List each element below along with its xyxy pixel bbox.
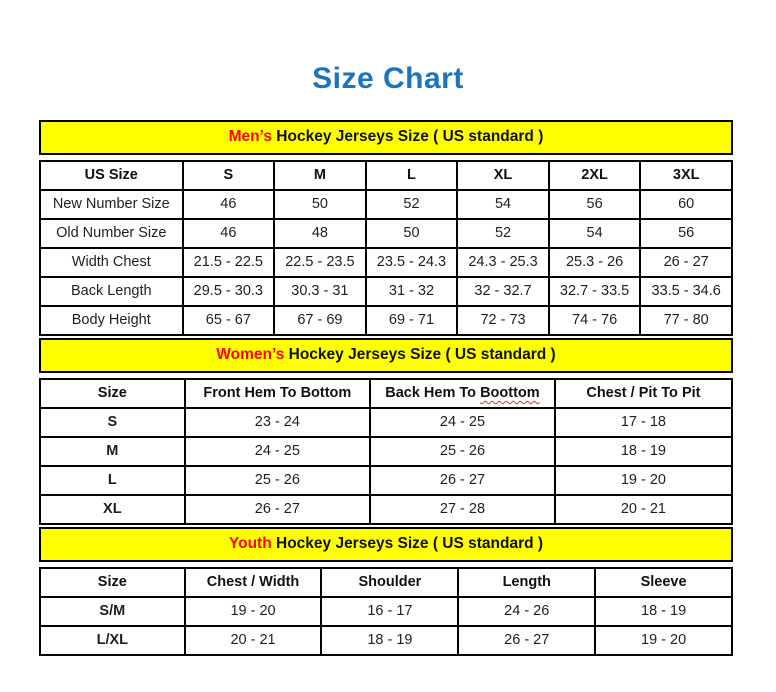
table-row [40, 219, 732, 248]
womens-section-header-rest: Hockey Jerseys Size ( US standard ) [284, 346, 556, 363]
misspelled-word-with-squiggle: Boottom [480, 385, 540, 401]
column-header-cell: Chest / Pit To Pit [555, 379, 732, 408]
column-header-cell: L [366, 161, 458, 190]
value-cell: 46 [183, 219, 275, 248]
value-cell: 16 - 17 [321, 597, 458, 626]
value-cell: 52 [366, 190, 458, 219]
column-header-cell: XL [457, 161, 549, 190]
column-header-cell: Sleeve [595, 568, 732, 597]
value-cell: 29.5 - 30.3 [183, 277, 275, 306]
column-header-text: Back Hem To [385, 385, 481, 401]
youth-size-table [39, 567, 733, 656]
column-header-cell: Size [40, 568, 185, 597]
value-cell: 17 - 18 [555, 408, 732, 437]
mens-section-header-rest: Hockey Jerseys Size ( US standard ) [271, 128, 544, 145]
value-cell: 77 - 80 [640, 306, 732, 335]
womens-header-row [40, 379, 732, 408]
value-cell: 50 [274, 190, 366, 219]
value-cell: 72 - 73 [457, 306, 549, 335]
value-cell: 21.5 - 22.5 [183, 248, 275, 277]
table-row [40, 248, 732, 277]
value-cell: 24 - 26 [458, 597, 595, 626]
value-cell: 19 - 20 [555, 466, 732, 495]
table-row [40, 408, 732, 437]
column-header-cell: Shoulder [321, 568, 458, 597]
value-cell: 54 [457, 190, 549, 219]
value-cell: 67 - 69 [274, 306, 366, 335]
value-cell: 46 [183, 190, 275, 219]
value-cell: 26 - 27 [458, 626, 595, 655]
value-cell: 65 - 67 [183, 306, 275, 335]
table-row [40, 306, 732, 335]
value-cell: 24 - 25 [370, 408, 555, 437]
column-header-cell: M [274, 161, 366, 190]
row-label-cell: Body Height [40, 306, 183, 335]
youth-section-header-rest: Hockey Jerseys Size ( US standard ) [271, 535, 544, 552]
row-label-cell: S [40, 408, 185, 437]
column-header-cell: Chest / Width [185, 568, 322, 597]
column-header-cell: Front Hem To Bottom [185, 379, 370, 408]
value-cell: 26 - 27 [640, 248, 732, 277]
value-cell: 30.3 - 31 [274, 277, 366, 306]
table-row [40, 437, 732, 466]
value-cell: 25 - 26 [370, 437, 555, 466]
row-label-cell: New Number Size [40, 190, 183, 219]
value-cell: 23 - 24 [185, 408, 370, 437]
column-header-cell: Length [458, 568, 595, 597]
size-chart-sheet [39, 120, 733, 656]
womens-section-header-highlight: Women’s [216, 346, 285, 363]
youth-section-header-highlight: Youth [228, 535, 272, 552]
row-label-cell: Back Length [40, 277, 183, 306]
page-title: Size Chart [312, 62, 464, 95]
womens-section-header [39, 338, 733, 373]
row-label-cell: Old Number Size [40, 219, 183, 248]
youth-section-header [39, 527, 733, 562]
mens-size-table [39, 160, 733, 336]
column-header-cell: Size [40, 379, 185, 408]
value-cell: 48 [274, 219, 366, 248]
value-cell: 33.5 - 34.6 [640, 277, 732, 306]
value-cell: 25 - 26 [185, 466, 370, 495]
value-cell: 27 - 28 [370, 495, 555, 524]
value-cell: 56 [640, 219, 732, 248]
value-cell: 74 - 76 [549, 306, 641, 335]
value-cell: 60 [640, 190, 732, 219]
value-cell: 24 - 25 [185, 437, 370, 466]
value-cell: 31 - 32 [366, 277, 458, 306]
table-row [40, 495, 732, 524]
row-label-cell: XL [40, 495, 185, 524]
value-cell: 20 - 21 [185, 626, 322, 655]
mens-header-row [40, 161, 732, 190]
value-cell: 26 - 27 [370, 466, 555, 495]
value-cell: 20 - 21 [555, 495, 732, 524]
value-cell: 69 - 71 [366, 306, 458, 335]
row-label-cell: M [40, 437, 185, 466]
value-cell: 56 [549, 190, 641, 219]
table-row [40, 277, 732, 306]
column-header-cell [370, 379, 555, 408]
value-cell: 19 - 20 [595, 626, 732, 655]
column-header-cell: 3XL [640, 161, 732, 190]
value-cell: 26 - 27 [185, 495, 370, 524]
table-row [40, 190, 732, 219]
table-row [40, 597, 732, 626]
column-header-cell: S [183, 161, 275, 190]
row-label-cell: Width Chest [40, 248, 183, 277]
row-label-cell: L/XL [40, 626, 185, 655]
value-cell: 25.3 - 26 [549, 248, 641, 277]
table-row [40, 626, 732, 655]
value-cell: 52 [457, 219, 549, 248]
value-cell: 18 - 19 [321, 626, 458, 655]
value-cell: 18 - 19 [555, 437, 732, 466]
value-cell: 19 - 20 [185, 597, 322, 626]
value-cell: 54 [549, 219, 641, 248]
row-label-cell: S/M [40, 597, 185, 626]
row-label-cell: L [40, 466, 185, 495]
value-cell: 32 - 32.7 [457, 277, 549, 306]
value-cell: 23.5 - 24.3 [366, 248, 458, 277]
mens-section-header [39, 120, 733, 155]
value-cell: 50 [366, 219, 458, 248]
value-cell: 22.5 - 23.5 [274, 248, 366, 277]
womens-size-table [39, 378, 733, 525]
mens-section-header-highlight: Men’s [228, 128, 272, 145]
value-cell: 18 - 19 [595, 597, 732, 626]
column-header-cell: 2XL [549, 161, 641, 190]
value-cell: 32.7 - 33.5 [549, 277, 641, 306]
value-cell: 24.3 - 25.3 [457, 248, 549, 277]
youth-header-row [40, 568, 732, 597]
column-header-cell: US Size [40, 161, 183, 190]
table-row [40, 466, 732, 495]
